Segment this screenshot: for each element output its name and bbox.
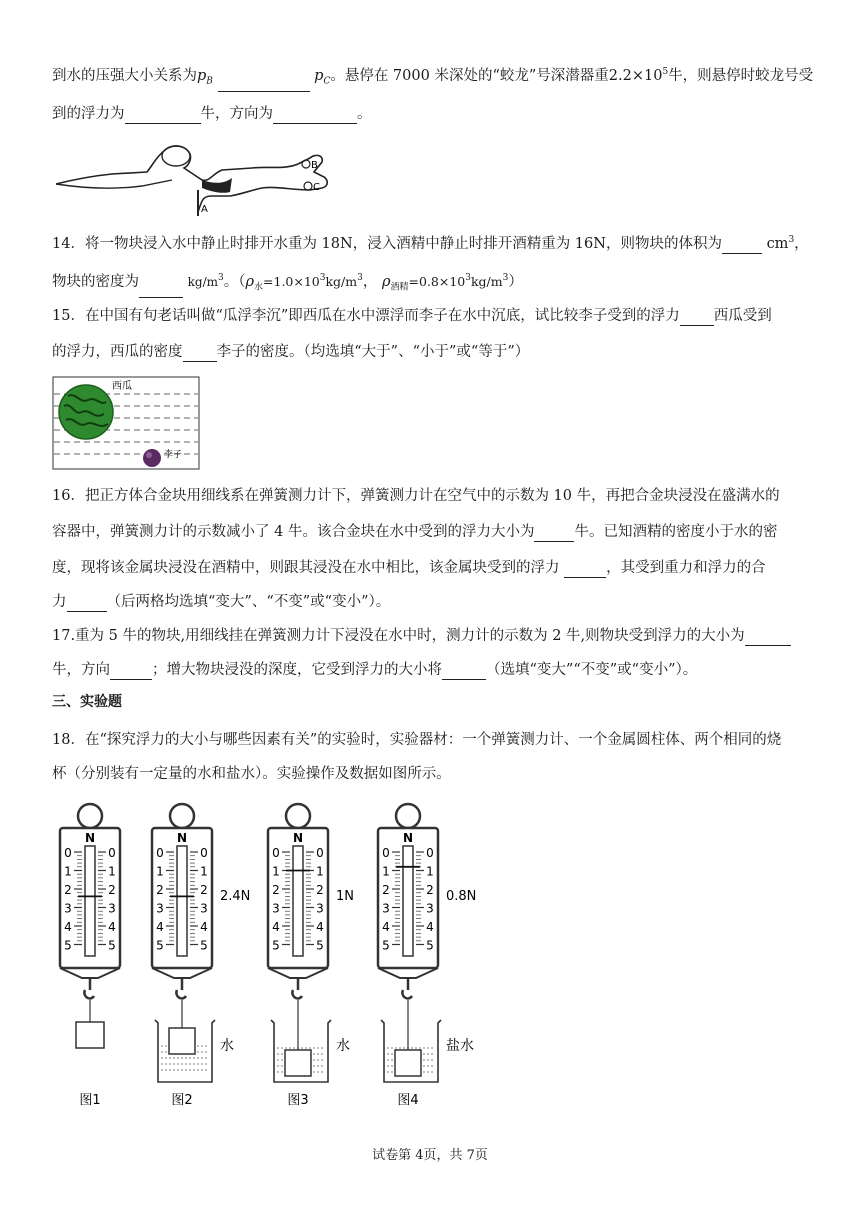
scale-tick-label-left: 1 [382, 864, 390, 879]
rho-alcohol-unit-exp: 3 [502, 273, 509, 283]
q13-blank-1[interactable] [218, 75, 310, 92]
point-a-label: A [201, 204, 208, 215]
scale-reading-label: 0.8N [446, 889, 477, 904]
rho-water-unit: kg/m [325, 273, 358, 289]
q13-line-1 [52, 62, 812, 92]
page-footer: 试卷第 4页，共 7页 [372, 1148, 488, 1163]
q16-blank-1[interactable] [534, 525, 574, 542]
scale-tick-label-left: 1 [156, 864, 164, 879]
liquid-label: 盐水 [446, 1038, 474, 1054]
q13-text: 牛，则悬停时蛟龙号受 [668, 67, 814, 84]
pressure-symbol-c: p [314, 67, 324, 84]
watermelon-plum-figure [52, 376, 202, 472]
q14-text: ， [794, 235, 809, 252]
q16-blank-2[interactable] [564, 561, 606, 578]
q13-weight: 2.2×10 [608, 67, 663, 84]
scale-tick-label-right: 2 [108, 883, 116, 897]
q14-text: ， [362, 273, 378, 290]
scale-unit-letter: N [176, 831, 188, 845]
scale-tick-label-right: 4 [316, 920, 324, 934]
rho-alcohol-exp: 3 [465, 273, 471, 283]
q17-text: ；增大物块浸没的深度，它受到浮力的大小将 [152, 662, 442, 678]
q16-text: ，其受到重力和浮力的合 [606, 560, 766, 576]
scale-base [152, 968, 212, 978]
q18-text: 杯（分别装有一定量的水和盐水）。实验操作及数据如图所示。 [52, 766, 451, 782]
q14-unit-1-exp: 3 [788, 235, 795, 245]
scale-unit-letter: N [402, 831, 414, 845]
q13-blank-3[interactable] [273, 107, 357, 124]
rho-water-unit-exp: 3 [357, 273, 363, 283]
q13-text: 。 [357, 106, 372, 122]
q15-text: 李子的密度。（均选填“大于”、“小于”或“等于”） [216, 344, 530, 360]
q14-text: ） [508, 273, 523, 290]
scale-tick-label-right: 2 [200, 883, 208, 897]
metal-block [395, 1050, 421, 1076]
rho-alcohol-value: =0.8×10 [408, 273, 466, 289]
rho-water-sub: 水 [254, 282, 264, 293]
rho-water-value: =1.0×10 [263, 273, 320, 289]
metal-block [169, 1028, 195, 1054]
q16-line-4 [52, 592, 812, 612]
scale-tick-label-right: 2 [426, 883, 434, 897]
scale-hook [84, 990, 94, 998]
scale-ring [286, 804, 310, 828]
q17-text: （选填“变大”“不变”或“变小”）。 [486, 662, 698, 678]
q15-text: 15．在中国有句老话叫做“瓜浮李沉”即西瓜在水中漂浮而李子在水中沉底，试比较李子受到的浮力 [52, 308, 680, 324]
q17-line-2 [52, 660, 812, 680]
scale-tick-label-left: 2 [272, 883, 280, 897]
watermelon-label: 西瓜 [112, 381, 132, 392]
scale-hook [176, 990, 186, 998]
q17-text: 17.重为 5 牛的物块,用细线挂在弹簧测力计下浸没在水中时，测力计的示数为 2 牛,则物块受到浮力的大小为 [52, 628, 745, 644]
q14-text: 物块的密度为 [52, 273, 139, 290]
q14-unit-2: kg/m [187, 274, 218, 289]
q17-blank-2[interactable] [110, 663, 152, 680]
q18-text: 18．在“探究浮力的大小与哪些因素有关”的实验时，实验器材：一个弹簧测力计、一个金属圆柱体、两个相同的烧 [52, 732, 782, 748]
scale-tube [85, 846, 95, 956]
scale-unit-letter: N [292, 831, 304, 845]
q15-line-1 [52, 306, 812, 326]
scale-tick-label-left: 0 [272, 846, 280, 860]
q17-line-1 [52, 626, 812, 646]
rho-alcohol-unit: kg/m [470, 273, 503, 289]
point-c-label: C [313, 182, 320, 193]
scale-tick-label-right: 2 [316, 883, 324, 897]
scale-tick-label-right: 4 [200, 920, 208, 934]
scale-tube [403, 846, 413, 956]
q15-text: 的浮力，西瓜的密度 [52, 344, 183, 360]
scale-tick-label-left: 1 [64, 864, 72, 879]
scale-tick-label-right: 0 [426, 846, 434, 860]
point-b-label: B [311, 160, 318, 171]
q16-line-3 [52, 558, 812, 578]
rho-water-exp: 3 [319, 273, 326, 283]
rho-symbol: ρ [245, 273, 254, 290]
section-title: 三、实验题 [52, 694, 122, 710]
q13-weight-exp: 5 [662, 67, 669, 77]
q16-text: 度，现将该金属块浸没在酒精中，则跟其浸没在水中相比，该金属块受到的浮力 [52, 560, 560, 576]
scale-unit-letter: N [84, 831, 96, 845]
figure-caption: 图2 [171, 1093, 193, 1108]
q13-line-2 [52, 104, 812, 124]
scale-tick-label-left: 4 [272, 920, 280, 934]
scale-reading-label: 1N [336, 889, 354, 904]
scale-tick-label-left: 2 [64, 883, 72, 897]
q15-blank-1[interactable] [680, 309, 714, 326]
q15-blank-2[interactable] [183, 345, 217, 362]
q17-blank-1[interactable] [745, 629, 791, 646]
rho-symbol: ρ [381, 273, 391, 290]
scale-tick-label-left: 0 [64, 846, 72, 860]
scale-tick-label-left: 0 [156, 846, 164, 860]
q14-unit-2-exp: 3 [217, 273, 224, 283]
q13-text: 到的浮力为 [52, 106, 125, 122]
metal-block [285, 1050, 311, 1076]
q18-line-1 [52, 730, 812, 750]
scale-tick-label-right: 0 [200, 846, 208, 860]
scale-tick-label-left: 4 [64, 920, 72, 934]
scale-tick-label-right: 5 [426, 938, 434, 953]
q16-text: 力 [52, 594, 67, 610]
q13-blank-2[interactable] [125, 107, 201, 124]
q14-line-1 [52, 230, 812, 254]
scale-tick-label-right: 4 [108, 920, 116, 934]
q16-blank-3[interactable] [67, 595, 107, 612]
rho-alcohol-sub: 酒精 [390, 282, 409, 293]
scale-tick-label-left: 5 [64, 938, 72, 953]
scale-tick-label-right: 0 [108, 846, 116, 860]
q13-text: 牛，方向为 [200, 106, 273, 122]
q14-blank-1[interactable] [722, 237, 762, 254]
scale-base [268, 968, 328, 978]
scale-tick-label-right: 1 [316, 864, 324, 879]
q14-unit-1: cm [766, 235, 789, 252]
swimmer-figure [52, 140, 352, 216]
q14-text: 。（ [223, 273, 246, 290]
scale-tick-label-left: 5 [272, 938, 280, 953]
q14-line-2 [52, 268, 812, 298]
scale-tick-label-right: 3 [108, 901, 116, 916]
scale-tick-label-left: 3 [156, 901, 164, 916]
pressure-symbol-b: p [197, 67, 207, 84]
scale-tick-label-left: 3 [382, 901, 390, 916]
q15-line-2 [52, 342, 812, 362]
q13-text: 到水的压强大小关系为 [52, 67, 197, 84]
figure-caption: 图3 [287, 1093, 309, 1108]
scale-tick-label-left: 0 [382, 846, 390, 860]
subscript-b: B [206, 76, 213, 87]
scale-tick-label-right: 4 [426, 920, 434, 934]
liquid-label: 水 [336, 1038, 350, 1054]
scale-tick-label-left: 5 [156, 938, 164, 953]
scale-tick-label-right: 1 [108, 864, 116, 879]
q18-line-2 [52, 764, 812, 784]
scale-tick-label-right: 0 [316, 846, 324, 860]
q16-text: 16．把正方体合金块用细线系在弹簧测力计下，弹簧测力计在空气中的示数为 10 牛，再把合金块浸没在盛满水的 [52, 488, 780, 504]
scale-tick-label-right: 3 [200, 901, 208, 916]
scale-tube [177, 846, 187, 956]
spring-scale-figure [52, 800, 492, 1116]
plum-icon [143, 449, 161, 467]
q17-blank-3[interactable] [442, 663, 486, 680]
figure-caption: 图1 [79, 1093, 101, 1108]
subscript-c: C [323, 76, 331, 87]
scale-tick-label-left: 1 [272, 864, 280, 879]
metal-block [76, 1022, 104, 1048]
scale-tick-label-right: 5 [108, 938, 116, 953]
scale-tick-label-right: 3 [426, 901, 434, 916]
scale-hook [292, 990, 302, 998]
scale-hook [402, 990, 412, 998]
scale-tick-label-left: 2 [156, 883, 164, 897]
scale-tick-label-right: 1 [426, 864, 434, 879]
scale-tick-label-left: 4 [156, 920, 164, 934]
q14-text: 14．将一物块浸入水中静止时排开水重为 18N，浸入酒精中静止时排开酒精重为 16N，则物块的体积为 [52, 235, 722, 252]
q16-text: 牛。已知酒精的密度小于水的密 [574, 524, 778, 540]
scale-ring [396, 804, 420, 828]
q16-line-1 [52, 486, 812, 506]
scale-tick-label-right: 1 [200, 864, 208, 879]
q16-text: （后两格均选填“变大”、“不变”或“变小”）。 [106, 594, 391, 610]
scale-ring [170, 804, 194, 828]
scale-tick-label-right: 3 [316, 901, 324, 916]
scale-reading-label: 2.4N [220, 889, 251, 904]
liquid-label: 水 [220, 1038, 234, 1054]
q17-text: 牛，方向 [52, 662, 110, 678]
q14-blank-2[interactable] [139, 281, 183, 298]
scale-tick-label-left: 3 [272, 901, 280, 916]
q16-text: 容器中，弹簧测力计的示数减小了 4 牛。该合金块在水中受到的浮力大小为 [52, 524, 535, 540]
scale-ring [78, 804, 102, 828]
scale-tick-label-right: 5 [316, 938, 324, 953]
scale-tick-label-left: 5 [382, 938, 390, 953]
q16-line-2 [52, 522, 812, 542]
figure-caption: 图4 [397, 1093, 419, 1108]
scale-tick-label-right: 5 [200, 938, 208, 953]
q13-text: 。悬停在 7000 米深处的“蛟龙”号深潜器重 [330, 67, 609, 84]
scale-tick-label-left: 4 [382, 920, 390, 934]
scale-tick-label-left: 3 [64, 901, 72, 916]
scale-base [60, 968, 120, 978]
scale-base [378, 968, 438, 978]
q15-text: 西瓜受到 [713, 308, 772, 324]
scale-tube [293, 846, 303, 956]
plum-label: 李子 [164, 450, 183, 460]
scale-tick-label-left: 2 [382, 883, 390, 897]
